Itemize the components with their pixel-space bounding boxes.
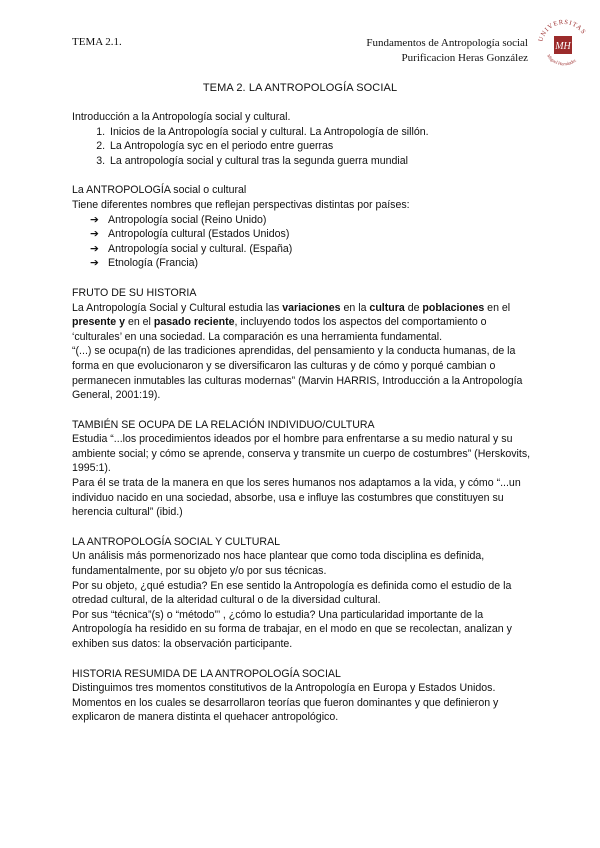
list-item: 1. Inicios de la Antropología social y cultural. La Antropología de sillón. (108, 125, 532, 140)
names-heading: La ANTROPOLOGÍA social o cultural (72, 184, 247, 197)
header-author: Purificacion Heras González (401, 52, 528, 64)
social-cultural-section (72, 535, 532, 652)
university-logo (534, 14, 594, 74)
history-fruit-paragraph: La Antropología Social y Cultural estudia las variaciones en la cultura de poblaciones en el presente y en el pasado reciente, incluyendo todos los aspectos del comportamiento o ‘culturales’ en una sociedad. La comparación es una herramienta fundamental. (72, 301, 511, 343)
herskovits-quote: Estudia “...los procedimientos ideados por el hombre para enfrentarse a su medio natural y su ambiente social; y cómo se aprende, conserva y transmite un cuerpo de costumbres” (Herskovits, 1995:1). (72, 433, 531, 475)
list-item: ➔ Antropología social (Reino Unido) (90, 213, 267, 226)
history-fruit-heading: FRUTO DE SU HISTORIA (72, 286, 197, 299)
list-item: ➔ Antropología cultural (Estados Unidos) (90, 228, 290, 241)
intro-heading: Introducción a la Antropología social y cultural. (72, 111, 291, 123)
logo-text-bottom: Miguel Hernández (546, 53, 578, 67)
list-item: 3. La antropología social y cultural tras la segunda guerra mundial (108, 154, 532, 169)
summary-history-section (72, 667, 532, 725)
analysis-paragraph: Un análisis más pormenorizado nos hace plantear que como toda disciplina es definida, fundamentalmente, por su objeto y/o por sus técnicas. (72, 550, 485, 578)
names-list (72, 213, 532, 271)
header-course-info (366, 36, 528, 66)
list-item: 2. La Antropología syc en el periodo entre guerras (108, 139, 532, 154)
names-text: Tiene diferentes nombres que reflejan perspectivas distintas por países: (72, 198, 410, 211)
intro-section (72, 110, 532, 168)
individual-culture-heading: TAMBIÉN SE OCUPA DE LA RELACIÓN INDIVIDUO/CULTURA (72, 418, 375, 431)
list-item: ➔ Etnología (Francia) (90, 257, 199, 270)
arrow-icon: ➔ (90, 257, 99, 270)
adaptation-paragraph: Para él se trata de la manera en que los seres humanos nos adaptamos a la vida, y cómo “...un individuo nacido en una sociedad, absorbe, usa e influye las costumbres que constituyen su herencia cultural” (ibid.) (72, 477, 521, 519)
svg-text:Miguel Hernández (546, 53, 577, 66)
logo-text-top: UNIVERSITAS (537, 18, 588, 43)
intro-list (72, 125, 532, 169)
individual-culture-section (72, 418, 532, 520)
list-item: ➔ Antropología social y cultural. (España) (90, 242, 293, 255)
harris-quote: “(...) se ocupa(n) de las tradiciones aprendidas, del pensamiento y la conducta humanas, de la forma en que evolucionaron y se diversificaron las culturas y de cómo y porqué cambian o permanecen inmutables las culturas modernas” (Marvin HARRIS, Introducción a la Antropología General, 2001:19). (72, 345, 523, 402)
document-body (72, 110, 532, 740)
history-fruit-section (72, 286, 532, 403)
arrow-icon: ➔ (90, 213, 99, 226)
method-paragraph: Por sus “técnica”(s) o “método”’ , ¿cómo lo estudia? Una particularidad importante de la Antropología ha residido en su forma de trabajar, en el modo en que se recolectan, analizan y exhiben sus datos: la observación participante. (72, 608, 512, 650)
page-title: TEMA 2. LA ANTROPOLOGÍA SOCIAL (202, 82, 398, 94)
summary-history-paragraph: Distinguimos tres momentos constitutivos de la Antropología en Europa y Estados Unidos. Momentos en los cuales se desarrollaron teorías que fueron dominantes y que definieron y explicaron de manera distinta el quehacer antropológico. (72, 682, 499, 724)
arrow-icon: ➔ (90, 228, 99, 241)
arrow-icon: ➔ (90, 242, 99, 255)
header-tema: TEMA 2.1. (72, 36, 122, 48)
header-course-title: Fundamentos de Antropología social (366, 37, 528, 49)
social-cultural-heading: LA ANTROPOLOGÍA SOCIAL Y CULTURAL (72, 535, 281, 548)
logo-mark: MH (555, 41, 571, 52)
object-paragraph: Por su objeto, ¿qué estudia? En ese sentido la Antropología es definida como el estudio de la otredad cultural, de la alteridad cultural o de la diversidad cultural. (72, 579, 512, 607)
names-section (72, 183, 532, 271)
summary-history-heading: HISTORIA RESUMIDA DE LA ANTROPOLOGÍA SOCIAL (72, 667, 341, 680)
